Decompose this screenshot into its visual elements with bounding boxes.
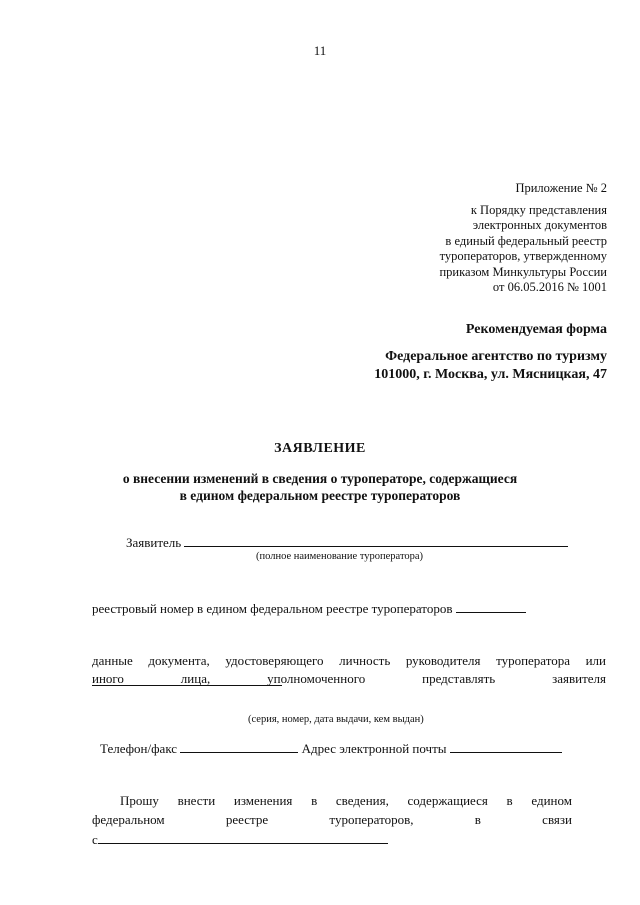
contacts-row xyxy=(100,739,562,757)
subtitle-line: о внесении изменений в сведения о туроператоре, содержащиеся xyxy=(122,471,518,486)
appendix-line: электронных документов xyxy=(472,218,607,232)
registry-number-blank-line[interactable] xyxy=(456,599,526,613)
applicant-row xyxy=(126,533,568,551)
identity-hint: (серия, номер, дата выдачи, кем выдан) xyxy=(248,714,424,725)
request-blank-line[interactable] xyxy=(98,830,388,844)
applicant-label: Заявитель xyxy=(126,535,182,550)
request-line-3 xyxy=(92,830,388,848)
applicant-hint: (полное наименование туроператора) xyxy=(256,551,424,562)
phone-label: Телефон/факс xyxy=(100,741,178,756)
page-number: 11 xyxy=(313,43,327,58)
registry-number-label: реестровый номер в едином федеральном реестре туроператоров xyxy=(92,601,453,616)
recommended-form-label: Рекомендуемая форма xyxy=(465,322,607,337)
request-line-1: Прошу внести изменения в сведения, содержащиеся в едином xyxy=(120,793,572,808)
addressee-block xyxy=(374,348,607,384)
appendix-line: к Порядку представления xyxy=(470,202,607,217)
agency-name: Федеральное агентство по туризму xyxy=(385,349,607,364)
applicant-blank-line[interactable] xyxy=(184,533,568,547)
identity-blank-line[interactable] xyxy=(92,685,282,686)
document-subtitle xyxy=(0,470,640,504)
phone-blank-line[interactable] xyxy=(180,739,298,753)
subtitle-line: в едином федеральном реестре туроператоров xyxy=(179,488,461,503)
email-blank-line[interactable] xyxy=(450,739,562,753)
request-prefix: с xyxy=(92,832,98,847)
identity-line-2: иного лица, уполномоченного представлять заявителя xyxy=(92,671,606,686)
request-line-2: федеральном реестре туроператоров, в связи xyxy=(92,812,572,827)
appendix-line: туроператоров, утвержденному xyxy=(439,249,607,263)
document-title: ЗАЯВЛЕНИЕ xyxy=(274,441,366,456)
appendix-line: в единый федеральный реестр xyxy=(445,233,607,248)
email-label: Адрес электронной почты xyxy=(301,741,447,756)
agency-address: 101000, г. Москва, ул. Мясницкая, 47 xyxy=(374,367,607,382)
appendix-line: от 06.05.2016 № 1001 xyxy=(492,280,607,294)
appendix-line: приказом Минкультуры России xyxy=(439,264,607,279)
appendix-title: Приложение № 2 xyxy=(515,181,607,195)
registry-number-row xyxy=(92,599,526,617)
identity-line-1: данные документа, удостоверяющего личность руководителя туроператора или xyxy=(92,653,606,668)
appendix-block xyxy=(439,181,607,296)
